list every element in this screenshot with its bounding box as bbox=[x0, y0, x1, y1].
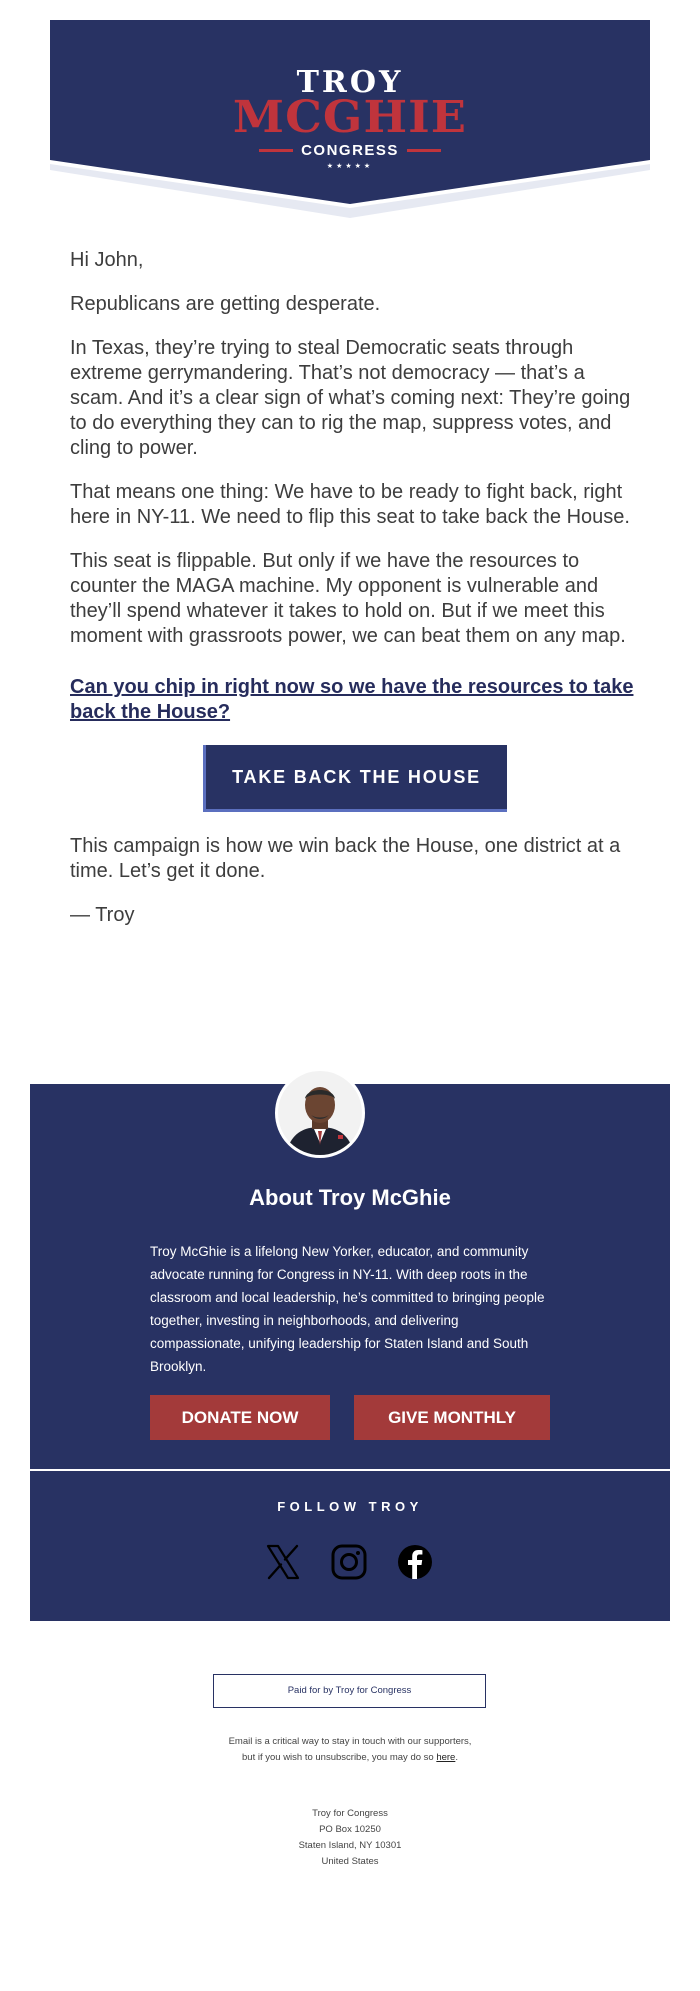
donation-ask-link[interactable]: Can you chip in right now so we have the resources to take back the House? bbox=[70, 676, 634, 723]
signoff: — Troy bbox=[70, 904, 135, 926]
address-name: Troy for Congress bbox=[312, 1808, 388, 1819]
address-line1: PO Box 10250 bbox=[319, 1824, 381, 1835]
paragraph-5: This campaign is how we win back the House, one district at a time. Let’s get it done. bbox=[70, 835, 621, 882]
instagram-icon[interactable] bbox=[330, 1543, 368, 1581]
paragraph-2: In Texas, they’re trying to steal Democratic seats through extreme gerrymandering. That’s not democracy — that’s a scam. And it’s a clear sign of what’s coming next: They’re going to do everything they can to rig the map, suppress votes, and cling to power. bbox=[70, 337, 631, 459]
logo-office: CONGRESS bbox=[295, 140, 405, 161]
logo-last-name: MCGHIE bbox=[232, 92, 468, 143]
unsubscribe-notice bbox=[225, 1734, 475, 1766]
donate-now-button[interactable]: DONATE NOW bbox=[150, 1395, 330, 1440]
follow-title: FOLLOW TROY bbox=[277, 1499, 423, 1514]
take-back-house-button[interactable]: TAKE BACK THE HOUSE bbox=[203, 745, 507, 812]
unsubscribe-end: . bbox=[455, 1752, 458, 1763]
about-description: Troy McGhie is a lifelong New Yorker, educator, and community advocate running for Congress in NY-11. With deep roots in the classroom and local leadership, he’s committed to bringing people together, investing in neighborhoods, and delivering compassionate, unifying leadership for Staten Island and South Brooklyn. bbox=[150, 1244, 545, 1374]
about-title: About Troy McGhie bbox=[249, 1185, 451, 1210]
campaign-logo bbox=[50, 65, 650, 172]
header-banner bbox=[50, 20, 650, 220]
address-line2: Staten Island, NY 10301 bbox=[298, 1840, 402, 1851]
candidate-photo bbox=[278, 1071, 362, 1155]
address-country: United States bbox=[321, 1856, 379, 1867]
paragraph-3: That means one thing: We have to be ready to fight back, right here in NY-11. We need to flip this seat to take back the House. bbox=[70, 481, 630, 528]
logo-first-name: TROY bbox=[296, 65, 404, 100]
facebook-icon[interactable] bbox=[396, 1543, 434, 1581]
x-icon[interactable] bbox=[264, 1543, 302, 1581]
greeting: Hi John, bbox=[70, 249, 144, 271]
paid-for-disclaimer: Paid for by Troy for Congress bbox=[213, 1674, 486, 1708]
mailing-address bbox=[225, 1806, 475, 1870]
email-body bbox=[70, 248, 640, 947]
unsubscribe-link[interactable]: here bbox=[436, 1752, 456, 1763]
candidate-avatar bbox=[275, 1068, 365, 1158]
paragraph-4: This seat is flippable. But only if we have the resources to counter the MAGA machine. My opponent is vulnerable and they’ll spend whatever it takes to hold on. But if we meet this moment with grassroots power, we can beat them on any map. bbox=[70, 550, 626, 647]
unsubscribe-text: Email is a critical way to stay in touch with our supporters, but if you wish to unsubscribe, you may do so bbox=[228, 1736, 472, 1763]
paragraph-1: Republicans are getting desperate. bbox=[70, 293, 381, 315]
give-monthly-button[interactable]: GIVE MONTHLY bbox=[354, 1395, 550, 1440]
logo-stars: ★★★★★ bbox=[326, 163, 374, 170]
cta-container bbox=[70, 745, 640, 812]
